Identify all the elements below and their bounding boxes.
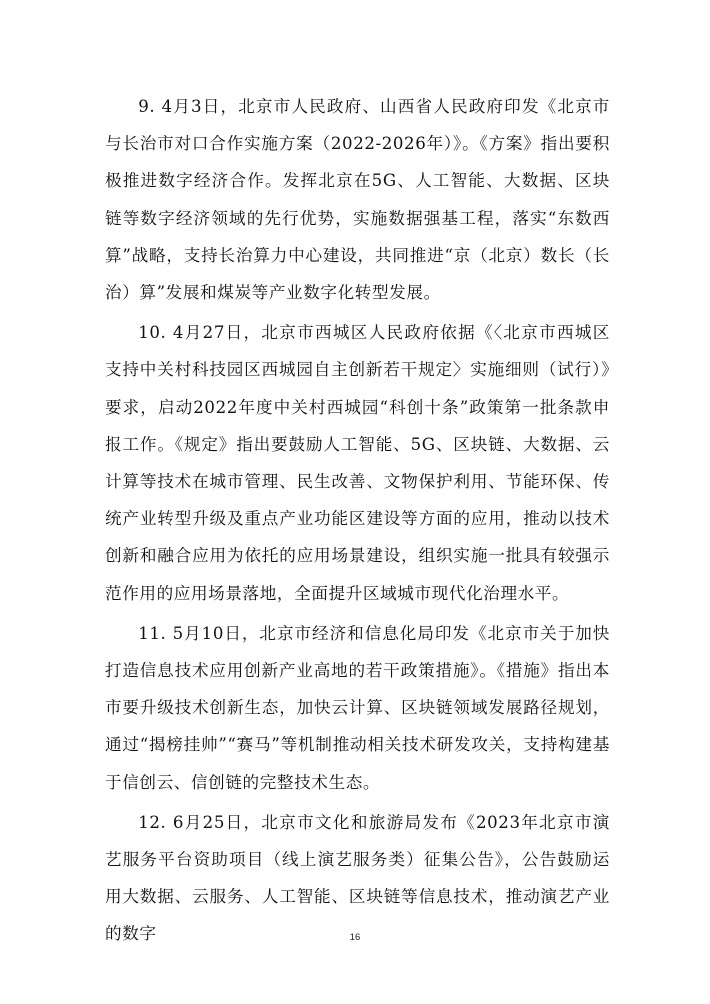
body-text bbox=[105, 88, 610, 953]
paragraph-item-9: 9. 4月3日，北京市人民政府、山西省人民政府印发《北京市与长治市对口合作实施方案（2022-2026年）》。《方案》指出要积极推进数字经济合作。发挥北京在5G、人工智能、大数据、区块链等数字经济领域的先行优势，实施数据强基工程，落实“东数西算”战略，支持长治算力中心建设，共同推进“京（北京）数长（长治）算”发展和煤炭等产业数字化转型发展。 bbox=[105, 97, 610, 303]
paragraph-item-12: 12. 6月25日，北京市文化和旅游局发布《2023年北京市演艺服务平台资助项目（线上演艺服务类）征集公告》，公告鼓励运用大数据、云服务、人工智能、区块链等信息技术，推动演艺产业的数字 bbox=[105, 812, 610, 944]
paragraph-item-10: 10. 4月27日，北京市西城区人民政府依据《〈北京市西城区支持中关村科技园区西城园自主创新若干规定〉实施细则（试行）》要求，启动2022年度中关村西城园“科创十条”政策第一批条款申报工作。《规定》指出要鼓励人工智能、5G、区块链、大数据、云计算等技术在城市管理、民生改善、文物保护利用、节能环保、传统产业转型升级及重点产业功能区建设等方面的应用，推动以技术创新和融合应用为依托的应用场景建设，组织实施一批具有较强示范作用的应用场景落地，全面提升区域城市现代化治理水平。 bbox=[105, 323, 610, 603]
page-number: 16 bbox=[349, 932, 361, 943]
paragraph-item-11: 11. 5月10日，北京市经济和信息化局印发《北京市关于加快打造信息技术应用创新产业高地的若干政策措施》。《措施》指出本市要升级技术创新生态，加快云计算、区块链领域发展路径规划，通过“揭榜挂帅”“赛马”等机制推动相关技术研发攻关，支持构建基于信创云、信创链的完整技术生态。 bbox=[105, 623, 610, 792]
